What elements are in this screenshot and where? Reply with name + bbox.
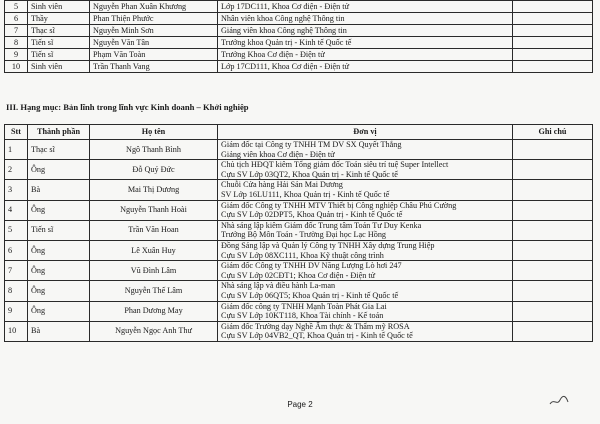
row-ho-ten: Mai Thị Dương [90, 180, 218, 200]
header-stt: Stt [5, 125, 28, 140]
row-ho-ten: Phan Thiện Phước [90, 13, 218, 25]
don-vi-line-1: Giám đốc Trường dạy Nghề Ẩm thực & Thẩm mỹ ROSA [221, 321, 410, 331]
don-vi-line-2: SV Lớp 16LU111, Khoa Quản trị - Kinh tế Quốc tế [221, 189, 390, 199]
row-ghi-chu [513, 25, 593, 37]
row-thanh-phan: Ông [28, 301, 90, 321]
table-row [5, 49, 593, 61]
row-ho-ten: Nguyễn Minh Sơn [90, 25, 218, 37]
row-ho-ten: Phan Dương May [90, 301, 218, 321]
row-stt: 9 [5, 301, 28, 321]
row-ghi-chu [513, 261, 593, 281]
row-ho-ten: Đỗ Quý Đức [90, 160, 218, 180]
don-vi-line-2: Cựu SV Lớp 04VB2_QT, Khoa Quản trị - Kinh tế Quốc tế [221, 331, 413, 341]
row-stt: 9 [5, 49, 28, 61]
don-vi-line-1: Giám đốc Công ty TNHH DV Năng Lượng Lò hơi 247 [221, 261, 402, 271]
row-don-vi [218, 321, 513, 341]
table-row [5, 160, 593, 180]
row-ghi-chu [513, 220, 593, 240]
row-don-vi: Lớp 17CD111, Khoa Cơ điện - Điện tử [218, 61, 513, 73]
row-ho-ten: Vũ Đình Lâm [90, 261, 218, 281]
row-don-vi [218, 160, 513, 180]
row-ho-ten: Trần Văn Hoan [90, 220, 218, 240]
table-row [5, 281, 593, 301]
row-ho-ten: Nguyễn Phan Xuân Khương [90, 1, 218, 13]
row-thanh-phan: Ông [28, 200, 90, 220]
row-don-vi [218, 281, 513, 301]
row-ho-ten: Nguyễn Ngọc Anh Thư [90, 321, 218, 341]
don-vi-line-2: Trưởng Bộ Môn Toán - Trường Đại học Lạc Hồng [221, 230, 387, 240]
don-vi-line-2: Cựu SV Lớp 08XC111, Khoa Kỹ thuật công trình [221, 250, 384, 260]
don-vi-line-1: Nhà sáng lập kiêm Giám đốc Trung tâm Toán Tư Duy Kenka [221, 220, 422, 230]
don-vi-line-2: Cựu SV Lớp 02CĐT1; Khoa Cơ điện - Điện tử [221, 270, 376, 280]
row-thanh-phan: Tiến sĩ [28, 37, 90, 49]
row-stt: 8 [5, 281, 28, 301]
table-header-row [5, 125, 593, 140]
row-stt: 1 [5, 140, 28, 160]
row-ho-ten: Ngô Thanh Bình [90, 140, 218, 160]
section-title: III. Hạng mục: Bản lĩnh trong lĩnh vực Kinh doanh – Khởi nghiệp [6, 102, 249, 112]
row-ghi-chu [513, 13, 593, 25]
row-thanh-phan: Sinh viên [28, 1, 90, 13]
row-stt: 2 [5, 160, 28, 180]
row-ghi-chu [513, 200, 593, 220]
row-stt: 5 [5, 1, 28, 13]
don-vi-line-2: Cựu SV Lớp 02DPT5, Khoa Quản trị - Kinh tế Quốc tế [221, 210, 403, 220]
row-stt: 8 [5, 37, 28, 49]
row-ghi-chu [513, 301, 593, 321]
row-don-vi [218, 220, 513, 240]
row-don-vi: Trưởng Khoa Cơ điện - Điện tử [218, 49, 513, 61]
row-stt: 7 [5, 25, 28, 37]
row-thanh-phan: Thạc sĩ [28, 25, 90, 37]
row-thanh-phan: Ông [28, 261, 90, 281]
don-vi-line-2: Giảng viên khoa Cơ điện - Điện tử [221, 149, 335, 159]
table-row [5, 200, 593, 220]
row-thanh-phan: Tiến sĩ [28, 49, 90, 61]
row-stt: 10 [5, 61, 28, 73]
row-ghi-chu [513, 140, 593, 160]
row-don-vi: Giảng viên khoa Công nghệ Thông tin [218, 25, 513, 37]
don-vi-line-1: Giám đốc Công ty TNHH MTV Thiết bị Công nghiệp Châu Phú Cường [221, 200, 457, 210]
row-ghi-chu [513, 160, 593, 180]
row-don-vi: Lớp 17DC111, Khoa Cơ điện - Điện tử [218, 1, 513, 13]
table-row [5, 1, 593, 13]
don-vi-line-2: Cựu SV Lớp 06QT5; Khoa Quản trị - Kinh tế Quốc tế [221, 290, 399, 300]
row-stt: 7 [5, 261, 28, 281]
row-ghi-chu [513, 240, 593, 260]
table-row [5, 13, 593, 25]
pen-stroke-mark [548, 392, 570, 410]
don-vi-line-2: Cựu SV Lớp 03QT2, Khoa Quản trị - Kinh tế Quốc tế [221, 169, 398, 179]
row-stt: 6 [5, 240, 28, 260]
row-don-vi: Nhân viên khoa Công nghệ Thông tin [218, 13, 513, 25]
table-row [5, 180, 593, 200]
table-row [5, 37, 593, 49]
row-don-vi [218, 261, 513, 281]
row-stt: 6 [5, 13, 28, 25]
header-ghi-chu: Ghi chú [513, 125, 593, 140]
table-row [5, 240, 593, 260]
don-vi-line-1: Chủ tịch HĐQT kiêm Tổng giám đốc Toán siêu trí tuệ Super Intellect [221, 160, 449, 170]
table-row [5, 321, 593, 341]
don-vi-line-1: Giám đốc tại Công ty TNHH TM DV SX Quyết Thắng [221, 140, 402, 149]
row-ho-ten: Nguyễn Thế Lâm [90, 281, 218, 301]
row-ho-ten: Nguyễn Văn Tân [90, 37, 218, 49]
don-vi-line-1: Chuỗi Cửa hàng Hải Sản Mai Dương [221, 180, 343, 190]
header-don-vi: Đơn vị [218, 125, 513, 140]
table-row [5, 61, 593, 73]
row-ghi-chu [513, 49, 593, 61]
don-vi-line-1: Nhà sáng lập và điều hành La-man [221, 281, 336, 291]
page-number: Page 2 [287, 400, 313, 409]
row-ho-ten: Trần Thanh Vang [90, 61, 218, 73]
header-thanh-phan: Thành phần [28, 125, 90, 140]
row-thanh-phan: Ông [28, 281, 90, 301]
row-ho-ten: Lê Xuân Huy [90, 240, 218, 260]
row-ghi-chu [513, 61, 593, 73]
row-don-vi [218, 200, 513, 220]
table-row [5, 140, 593, 160]
row-ghi-chu [513, 321, 593, 341]
row-don-vi [218, 301, 513, 321]
table-row [5, 301, 593, 321]
row-stt: 5 [5, 220, 28, 240]
row-don-vi: Trưởng khoa Quản trị - Kinh tế Quốc tế [218, 37, 513, 49]
previous-section-table [4, 0, 593, 73]
row-thanh-phan: Sinh viên [28, 61, 90, 73]
table-row [5, 261, 593, 281]
row-stt: 10 [5, 321, 28, 341]
header-ho-ten: Họ tên [90, 125, 218, 140]
row-ho-ten: Nguyễn Thanh Hoài [90, 200, 218, 220]
table-row [5, 25, 593, 37]
row-ghi-chu [513, 37, 593, 49]
row-don-vi [218, 180, 513, 200]
row-thanh-phan: Thạc sĩ [28, 140, 90, 160]
don-vi-line-2: Cựu SV Lớp 10KT118, Khoa Tài chính - Kế toán [221, 311, 384, 321]
row-ghi-chu [513, 281, 593, 301]
row-ho-ten: Phạm Văn Toàn [90, 49, 218, 61]
table-row [5, 220, 593, 240]
row-thanh-phan: Bà [28, 180, 90, 200]
entrepreneurship-table [4, 124, 593, 342]
don-vi-line-1: Đồng Sáng lập và Quản lý Công ty TNHH Xây dựng Trung Hiệp [221, 240, 435, 250]
row-thanh-phan: Bà [28, 321, 90, 341]
row-don-vi [218, 140, 513, 160]
row-thanh-phan: Ông [28, 240, 90, 260]
row-stt: 3 [5, 180, 28, 200]
row-thanh-phan: Ông [28, 160, 90, 180]
row-ghi-chu [513, 1, 593, 13]
row-thanh-phan: Thầy [28, 13, 90, 25]
don-vi-line-1: Giám đốc công ty TNHH Mạnh Toàn Phát Gia Lai [221, 301, 387, 311]
row-thanh-phan: Tiến sĩ [28, 220, 90, 240]
row-stt: 4 [5, 200, 28, 220]
row-ghi-chu [513, 180, 593, 200]
row-don-vi [218, 240, 513, 260]
